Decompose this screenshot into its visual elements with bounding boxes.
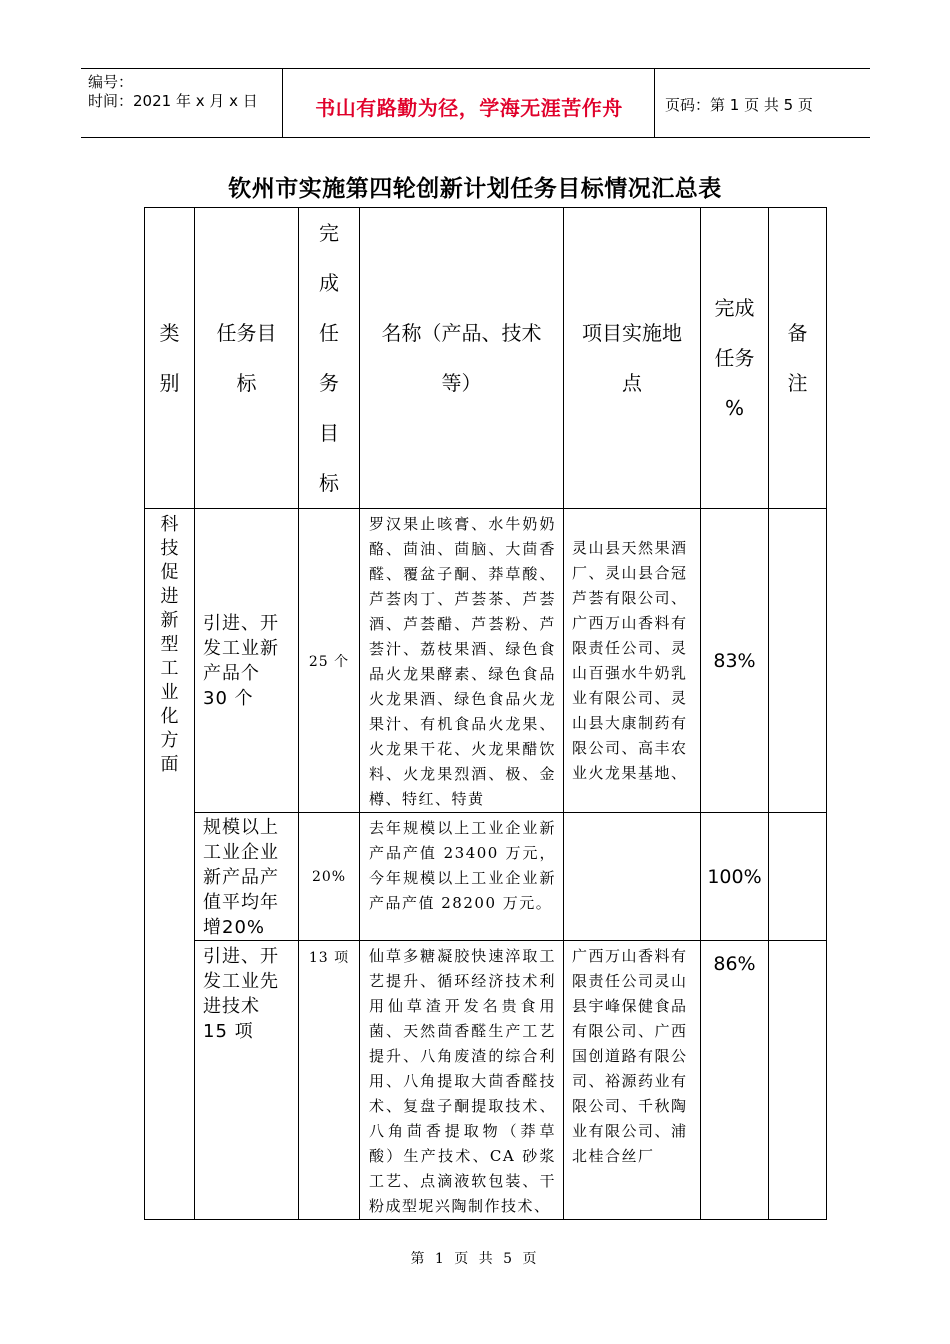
goal-cell: 引进、开发工业新产品个 30 个 bbox=[195, 509, 299, 813]
header-name: 名称（产品、技术 等） bbox=[360, 208, 564, 509]
pct-cell: 86% bbox=[701, 941, 769, 1220]
table-row bbox=[145, 941, 827, 1220]
header-note: 备 注 bbox=[769, 208, 827, 509]
number-label: 编号： bbox=[88, 73, 134, 91]
page-header bbox=[81, 68, 870, 138]
names-cell: 仙草多糖凝胶快速淬取工艺提升、循环经济技术利用仙草渣开发名贵食用菌、天然茴香醛生产工艺提升、八角废渣的综合利用、八角提取大茴香醛技术、复盘子酮提取技术、八角茴香提取物（莽草酸）生产技术、CA 砂浆工艺、点滴液软包装、干粉成型坭兴陶制作技术、 bbox=[360, 941, 564, 1220]
goal-cell: 引进、开发工业先进技术 15 项 bbox=[195, 941, 299, 1220]
page-footer: 第 1 页 共 5 页 bbox=[410, 1251, 540, 1267]
names-cell: 罗汉果止咳膏、水牛奶奶酪、茴油、茴脑、大茴香醛、覆盆子酮、莽草酸、芦荟肉丁、芦荟茶、芦荟酒、芦荟醋、芦荟粉、芦荟汁、荔枝果酒、绿色食品火龙果酵素、绿色食品火龙果酒、绿色食品火龙果汁、有机食品火龙果、火龙果干花、火龙果醋饮料、火龙果烈酒、极、金樽、特红、特黄 bbox=[360, 509, 564, 813]
done-cell: 25 个 bbox=[299, 509, 360, 813]
header-category: 类 别 bbox=[145, 208, 195, 509]
done-cell: 20% bbox=[299, 813, 360, 941]
table-row bbox=[145, 509, 827, 813]
motto: 书山有路勤为径，学海无涯苦作舟 bbox=[315, 96, 623, 120]
names-cell: 去年规模以上工业企业新产品产值 23400 万元，今年规模以上工业企业新产品产值 28200 万元。 bbox=[360, 813, 564, 941]
page-code: 页码：第 1 页 共 5 页 bbox=[665, 96, 813, 114]
category-text: 科技促进新型工业化方面 bbox=[160, 514, 179, 775]
header-meta bbox=[88, 73, 258, 111]
table-row bbox=[145, 813, 827, 941]
category-cell bbox=[145, 509, 195, 1220]
time-label: 时间：2021 年 x 月 x 日 bbox=[88, 92, 258, 110]
note-cell bbox=[769, 813, 827, 941]
header-pct: 完成 任务 % bbox=[701, 208, 769, 509]
place-cell bbox=[564, 813, 701, 941]
pct-cell: 100% bbox=[701, 813, 769, 941]
header-place: 项目实施地 点 bbox=[564, 208, 701, 509]
pct-cell: 83% bbox=[701, 509, 769, 813]
goal-cell: 规模以上工业企业新产品产值平均年增20% bbox=[195, 813, 299, 941]
place-cell: 广西万山香料有限责任公司灵山县宇峰保健食品有限公司、广西国创道路有限公司、裕源药业有限公司、千秋陶业有限公司、浦北桂合丝厂 bbox=[564, 941, 701, 1220]
document-title: 钦州市实施第四轮创新计划任务目标情况汇总表 bbox=[228, 176, 722, 202]
place-cell: 灵山县天然果酒厂、灵山县合冠芦荟有限公司、广西万山香料有限责任公司、灵山百强水牛奶乳业有限公司、灵山县大康制药有限公司、高丰农业火龙果基地、 bbox=[564, 509, 701, 813]
done-cell: 13 项 bbox=[299, 941, 360, 1220]
note-cell bbox=[769, 941, 827, 1220]
note-cell bbox=[769, 509, 827, 813]
table-header-row bbox=[145, 208, 827, 509]
header-goal: 任务目 标 bbox=[195, 208, 299, 509]
header-done: 完 成 任 务 目 标 bbox=[299, 208, 360, 509]
summary-table bbox=[144, 207, 827, 1220]
